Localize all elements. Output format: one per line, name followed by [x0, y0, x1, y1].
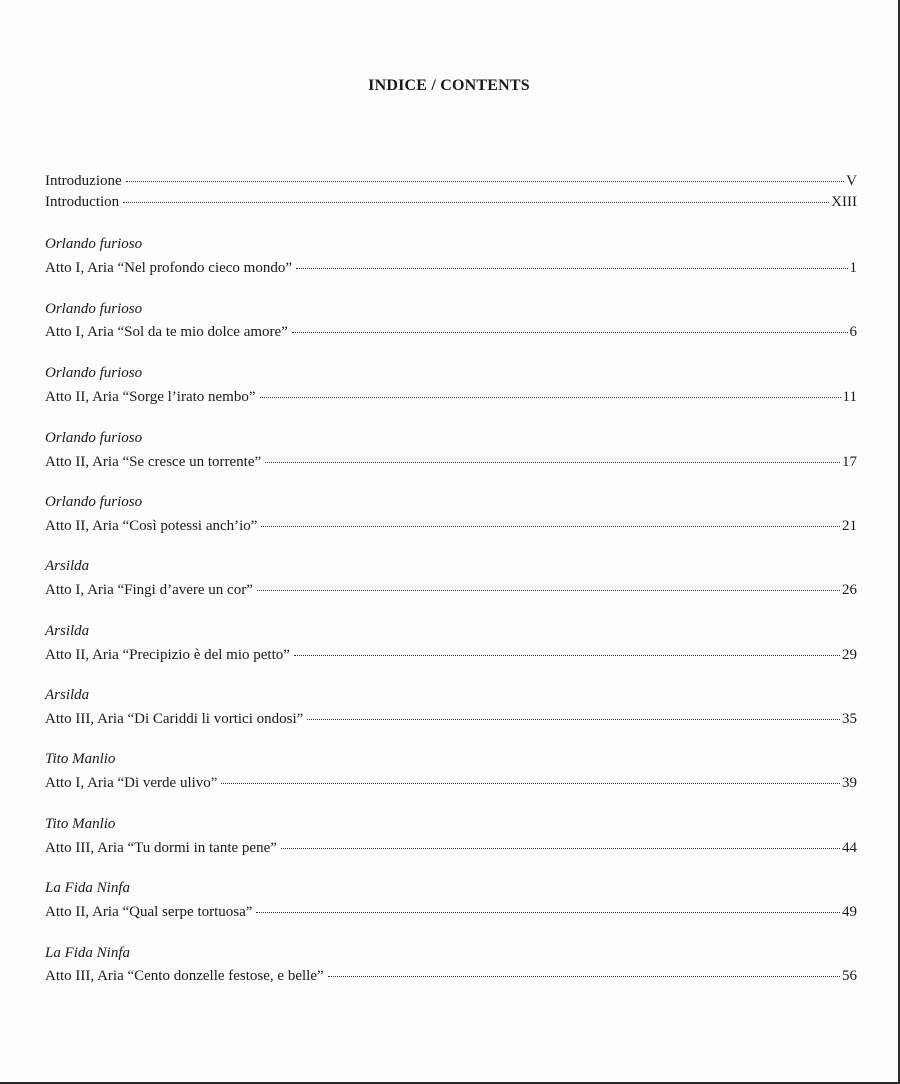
toc-entry [45, 518, 857, 535]
toc-page-number: 39 [842, 775, 857, 791]
toc-page-number: 35 [842, 711, 857, 727]
entry-work-title: Tito Manlio [45, 751, 116, 767]
toc-label: Atto I, Aria “Sol da te mio dolce amore” [45, 324, 288, 340]
entry-work-title: La Fida Ninfa [45, 945, 131, 961]
entry-work-title: La Fida Ninfa [45, 880, 131, 896]
toc-page-number: 29 [842, 647, 857, 663]
toc-entry [45, 324, 857, 341]
entry-work-title: Orlando furioso [45, 430, 143, 446]
toc-label: Atto II, Aria “Così potessi anch’io” [45, 518, 258, 534]
toc-label: Atto III, Aria “Cento donzelle festose, e belle” [45, 968, 324, 984]
dot-leader [221, 782, 840, 784]
toc-label: Introduction [45, 194, 120, 210]
toc-entry [45, 968, 857, 985]
toc-entry [45, 775, 857, 792]
toc-page-number: 26 [842, 582, 857, 598]
toc-entry [45, 260, 857, 277]
toc-entry [45, 904, 857, 921]
toc-page-number: 56 [842, 968, 857, 984]
toc-entry [45, 454, 857, 471]
toc-entry [45, 840, 857, 857]
toc-page-number: 6 [849, 324, 857, 340]
entry-work-title: Orlando furioso [45, 365, 143, 381]
dot-leader [257, 589, 840, 591]
dot-leader [307, 718, 840, 720]
dot-leader [281, 847, 840, 849]
toc-label: Atto III, Aria “Tu dormi in tante pene” [45, 840, 277, 856]
dot-leader [296, 267, 847, 269]
toc-page-number: 11 [842, 389, 857, 405]
dot-leader [292, 331, 848, 333]
toc-page-number: XIII [831, 194, 857, 210]
toc-page-number: 17 [842, 454, 857, 470]
entry-work-title: Orlando furioso [45, 301, 143, 317]
dot-leader [328, 975, 840, 977]
toc-line-introduction [45, 194, 857, 211]
toc-entry [45, 582, 857, 599]
toc-page-number: V [846, 173, 857, 189]
page-title: INDICE / CONTENTS [368, 77, 530, 94]
toc-label: Atto II, Aria “Qual serpe tortuosa” [45, 904, 253, 920]
toc-label: Atto I, Aria “Nel profondo cieco mondo” [45, 260, 293, 276]
toc-page-number: 44 [842, 840, 857, 856]
toc-label: Atto II, Aria “Precipizio è del mio petto” [45, 647, 290, 663]
entry-work-title: Arsilda [45, 687, 90, 703]
dot-leader [294, 654, 840, 656]
dot-leader [265, 461, 840, 463]
dot-leader [126, 180, 845, 182]
toc-label: Atto I, Aria “Di verde ulivo” [45, 775, 218, 791]
toc-label: Atto II, Aria “Se cresce un torrente” [45, 454, 262, 470]
toc-page-number: 49 [842, 904, 857, 920]
toc-label: Introduzione [45, 173, 122, 189]
toc-label: Atto II, Aria “Sorge l’irato nembo” [45, 389, 256, 405]
toc-entry [45, 647, 857, 664]
entry-work-title: Arsilda [45, 558, 90, 574]
toc-page-number: 1 [849, 260, 857, 276]
entry-work-title: Arsilda [45, 623, 90, 639]
toc-entry [45, 389, 857, 406]
dot-leader [256, 911, 840, 913]
toc-entry [45, 711, 857, 728]
entry-work-title: Orlando furioso [45, 494, 143, 510]
toc-page-number: 21 [842, 518, 857, 534]
dot-leader [123, 201, 829, 203]
toc-label: Atto III, Aria “Di Cariddi li vortici ondosi” [45, 711, 304, 727]
entry-work-title: Tito Manlio [45, 816, 116, 832]
dot-leader [261, 525, 840, 527]
toc-line-introduzione [45, 173, 857, 190]
entry-work-title: Orlando furioso [45, 236, 143, 252]
dot-leader [260, 396, 841, 398]
toc-label: Atto I, Aria “Fingi d’avere un cor” [45, 582, 253, 598]
